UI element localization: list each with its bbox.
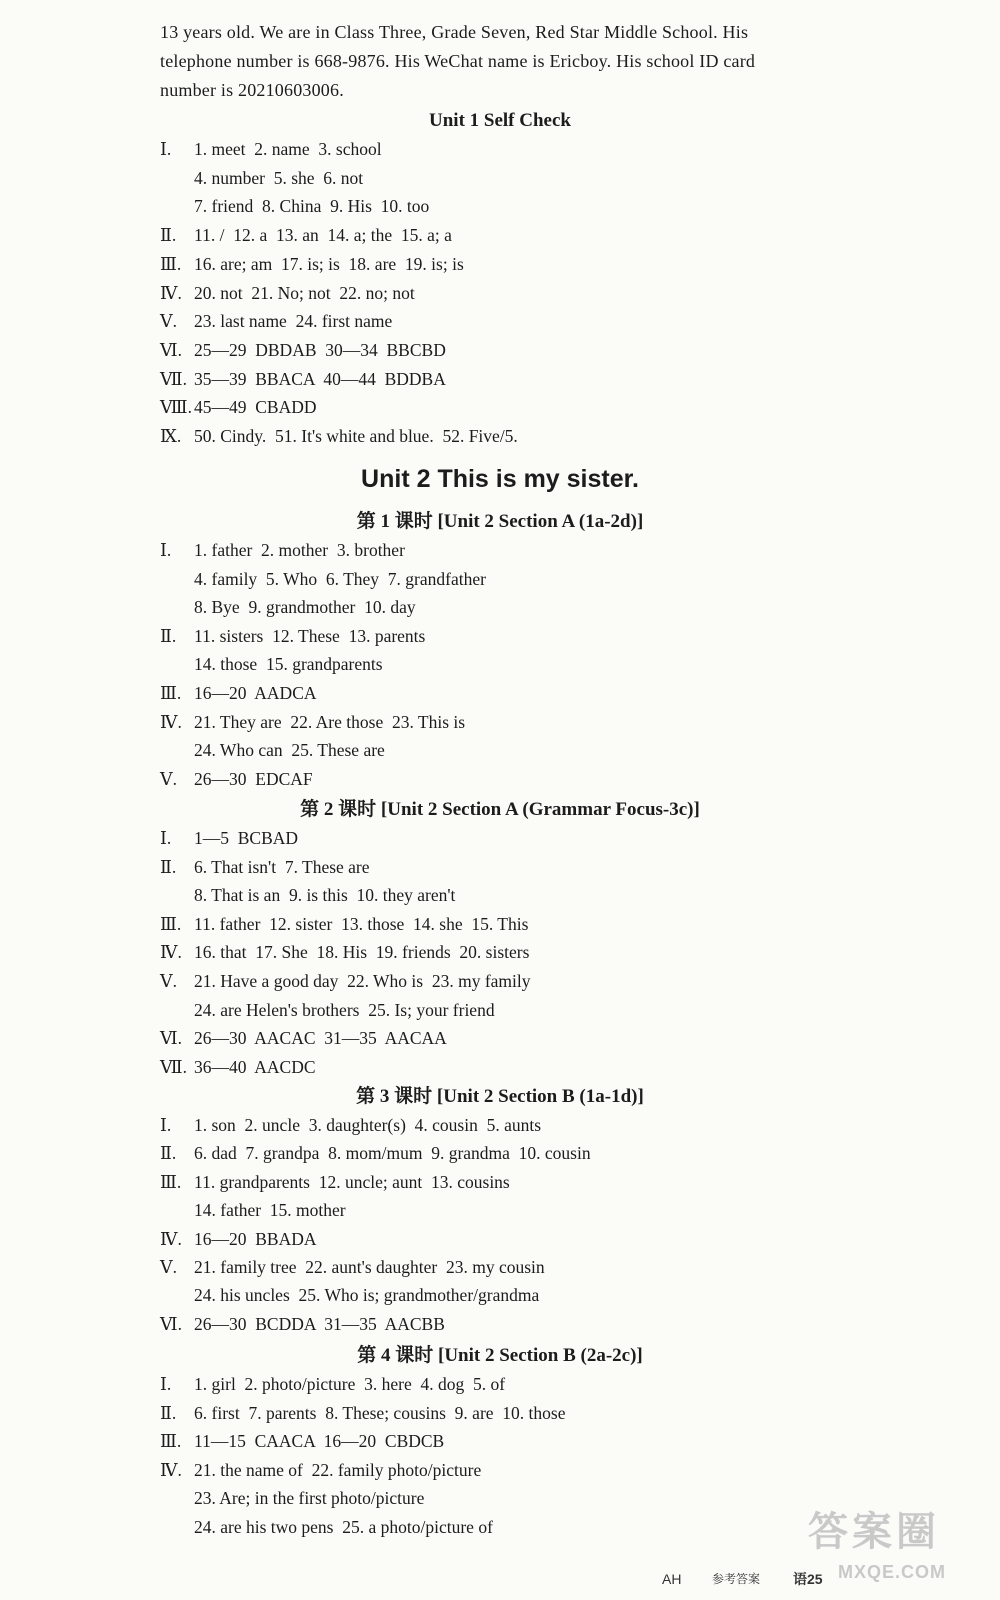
answer-text: 50. Cindy. 51. It's white and blue. 52. Five/5. [194, 426, 518, 446]
answer-line [160, 1427, 940, 1456]
answer-line [160, 1168, 940, 1197]
answer-line [194, 565, 940, 594]
answer-line [160, 824, 940, 853]
answer-text: 24. are Helen's brothers 25. Is; your friend [194, 999, 495, 1020]
lesson4-title: 第 4 课时 [Unit 2 Section B (2a-2c)] [357, 1345, 643, 1366]
answer-line [160, 853, 940, 882]
answer-line [160, 1053, 940, 1082]
answer-line [160, 938, 940, 967]
section-numeral: Ⅱ. [160, 625, 177, 646]
answer-text: 1. girl 2. photo/picture 3. here 4. dog 5. of [194, 1374, 506, 1394]
answer-text: 21. family tree 22. aunt's daughter 23. my cousin [194, 1257, 545, 1277]
answer-line [160, 910, 940, 939]
answer-line [160, 365, 940, 394]
answer-text: 14. those 15. grandparents [194, 654, 383, 675]
answer-text: 6. first 7. parents 8. These; cousins 9. are 10. those [194, 1402, 566, 1423]
answer-line [160, 1139, 940, 1168]
intro-line: 13 years old. We are in Class Three, Grade Seven, Red Star Middle School. His [160, 22, 749, 42]
answer-line [160, 1024, 940, 1053]
answer-text: 16. that 17. She 18. His 19. friends 20. sisters [194, 942, 530, 963]
lesson3-title: 第 3 课时 [Unit 2 Section B (1a-1d)] [356, 1086, 644, 1107]
answer-line [194, 881, 940, 910]
answer-line [160, 1253, 940, 1282]
answer-line [160, 679, 940, 708]
answer-text: 8. Bye 9. grandmother 10. day [194, 597, 416, 618]
footer-label: 参考答案 [712, 1572, 761, 1586]
answer-text: 26—30 BCDDA 31—35 AACBB [194, 1313, 445, 1334]
section-numeral: Ⅳ. [160, 942, 182, 963]
section-numeral: Ⅶ. [160, 1056, 187, 1077]
answer-text: 11—15 CAACA 16—20 CBDCB [194, 1431, 445, 1452]
answer-line [194, 736, 940, 765]
watermark-text: 答案圈 [808, 1510, 940, 1554]
answer-text: 16. are; am 17. is; is 18. are 19. is; is [194, 253, 464, 274]
answer-line [160, 221, 940, 250]
answer-text: 11. / 12. a 13. an 14. a; the 15. a; a [194, 225, 452, 246]
section-numeral: Ⅰ. [160, 540, 172, 560]
answer-text: 35—39 BBACA 40—44 BDDBA [194, 368, 446, 389]
answer-line [194, 1196, 940, 1225]
answer-line [194, 1281, 940, 1310]
answer-line [160, 536, 940, 565]
section-numeral: Ⅲ. [160, 1431, 182, 1452]
answer-text: 24. Who can 25. These are [194, 740, 385, 761]
section-numeral: Ⅷ. [160, 397, 192, 418]
answer-text: 16—20 AADCA [194, 683, 317, 703]
answer-text: 26—30 AACAC 31—35 AACAA [194, 1028, 447, 1049]
answer-text: 16—20 BBADA [194, 1228, 317, 1249]
answer-text: 8. That is an 9. is this 10. they aren't [194, 885, 456, 906]
section-numeral: Ⅱ. [160, 856, 177, 877]
answer-text: 6. That isn't 7. These are [194, 856, 370, 877]
answer-line [160, 622, 940, 651]
section-numeral: Ⅴ. [160, 1257, 178, 1277]
answer-line [160, 336, 940, 365]
answer-line [160, 135, 940, 164]
answer-text: 20. not 21. No; not 22. no; not [194, 282, 415, 303]
section-numeral: Ⅲ. [160, 913, 182, 934]
section-numeral: Ⅳ. [160, 1459, 182, 1480]
section-numeral: Ⅵ. [160, 339, 182, 360]
answer-line [160, 1225, 940, 1254]
answer-text: 25—29 DBDAB 30—34 BBCBD [194, 339, 446, 360]
lesson1-title: 第 1 课时 [Unit 2 Section A (1a-2d)] [356, 511, 644, 532]
answer-line [160, 422, 940, 451]
answer-line [160, 393, 940, 422]
section-numeral: Ⅱ. [160, 1402, 177, 1423]
answer-text: 1. father 2. mother 3. brother [194, 540, 405, 560]
section-numeral: Ⅸ. [160, 426, 182, 446]
section-numeral: Ⅴ. [160, 768, 178, 789]
section-numeral: Ⅳ. [160, 1228, 182, 1249]
answer-text: 6. dad 7. grandpa 8. mom/mum 9. grandma 10. cousin [194, 1143, 591, 1164]
section-numeral: Ⅲ. [160, 1171, 182, 1192]
section-numeral: Ⅵ. [160, 1028, 182, 1049]
intro-line: number is 20210603006. [160, 80, 344, 100]
answer-line [160, 765, 940, 794]
answer-line [194, 996, 940, 1025]
footer-code: AH [662, 1571, 682, 1587]
answer-line [160, 967, 940, 996]
answer-text: 11. father 12. sister 13. those 14. she 15. This [194, 913, 529, 934]
answer-text: 1. meet 2. name 3. school [194, 139, 382, 159]
answer-text: 45—49 CBADD [194, 397, 317, 418]
section-numeral: Ⅴ. [160, 971, 178, 991]
answer-line [160, 279, 940, 308]
answer-line [160, 708, 940, 737]
section-numeral: Ⅳ. [160, 711, 182, 732]
answer-line [160, 250, 940, 279]
answer-text: 1. son 2. uncle 3. daughter(s) 4. cousin 5. aunts [194, 1115, 542, 1135]
answer-text: 4. family 5. Who 6. They 7. grandfather [194, 568, 486, 589]
answer-text: 26—30 EDCAF [194, 768, 313, 789]
answer-text: 11. grandparents 12. uncle; aunt 13. cousins [194, 1171, 510, 1192]
answer-text: 7. friend 8. China 9. His 10. too [194, 196, 430, 217]
watermark-logo [800, 1500, 990, 1595]
answer-text: 24. his uncles 25. Who is; grandmother/grandma [194, 1285, 540, 1306]
lesson2-title: 第 2 课时 [Unit 2 Section A (Grammar Focus-3c)] [300, 799, 700, 820]
answer-line [160, 1399, 940, 1428]
intro-line: telephone number is 668-9876. His WeChat name is Ericboy. His school ID card [160, 51, 756, 71]
answer-text: 24. are his two pens 25. a photo/picture of [194, 1517, 493, 1537]
answer-text: 23. Are; in the first photo/picture [194, 1488, 425, 1509]
watermark-url: MXQE.COM [838, 1562, 947, 1582]
answer-text: 14. father 15. mother [194, 1200, 346, 1221]
answer-text: 21. They are 22. Are those 23. This is [194, 711, 466, 732]
section-numeral: Ⅱ. [160, 225, 177, 246]
section-numeral: Ⅰ. [160, 139, 172, 159]
answer-text: 4. number 5. she 6. not [194, 167, 364, 188]
section-numeral: Ⅴ. [160, 311, 178, 332]
answer-text: 21. the name of 22. family photo/picture [194, 1459, 482, 1480]
answer-text: 21. Have a good day 22. Who is 23. my family [194, 971, 531, 991]
page-number: 语25 [793, 1571, 823, 1587]
answer-line [160, 1456, 940, 1485]
section-numeral: Ⅲ. [160, 683, 182, 703]
section-numeral: Ⅵ. [160, 1313, 182, 1334]
section-numeral: Ⅳ. [160, 282, 182, 303]
answer-line [160, 1310, 940, 1339]
answer-text: 1—5 BCBAD [194, 828, 299, 848]
section-numeral: Ⅰ. [160, 1115, 172, 1135]
answer-line [194, 593, 940, 622]
answer-text: 11. sisters 12. These 13. parents [194, 625, 426, 646]
answer-line [194, 192, 940, 221]
section-numeral: Ⅰ. [160, 828, 172, 848]
section-numeral: Ⅰ. [160, 1374, 172, 1394]
answer-line [160, 1111, 940, 1140]
answer-line [194, 650, 940, 679]
section-numeral: Ⅱ. [160, 1143, 177, 1164]
section-numeral: Ⅲ. [160, 253, 182, 274]
unit2-title: Unit 2 This is my sister. [361, 465, 639, 493]
answer-text: 23. last name 24. first name [194, 311, 393, 332]
self-check-title: Unit 1 Self Check [429, 110, 571, 131]
answer-text: 36—40 AACDC [194, 1056, 316, 1077]
answer-line [160, 1370, 940, 1399]
section-numeral: Ⅶ. [160, 368, 187, 389]
answer-line [160, 307, 940, 336]
answer-line [194, 164, 940, 193]
